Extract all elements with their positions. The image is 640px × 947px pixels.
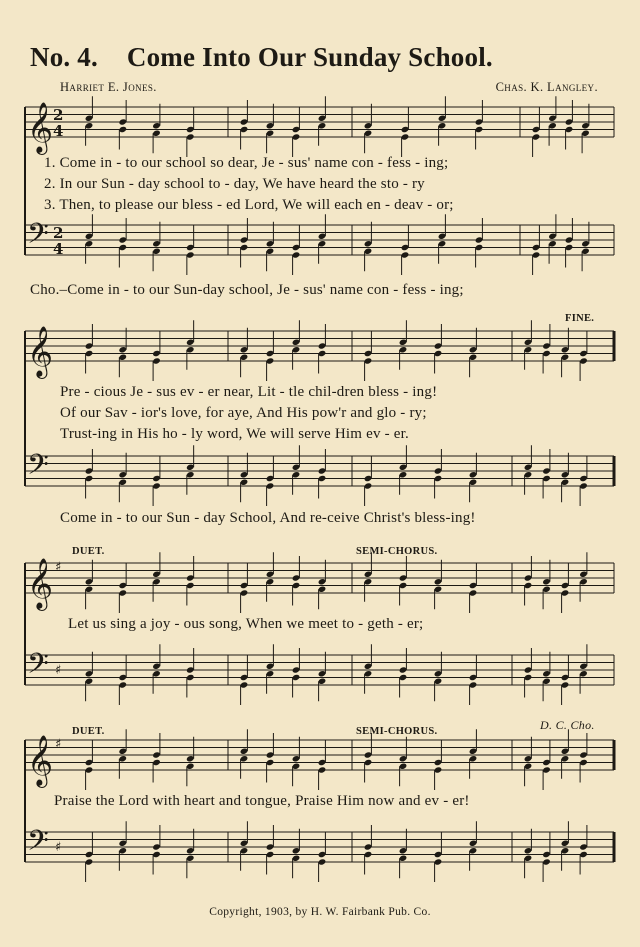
hymn-title-line bbox=[30, 42, 620, 73]
fine-marking: FINE. bbox=[565, 313, 595, 324]
verse-1-line-2: Pre - cious Je - sus ev - er near, Lit - tle chil-dren bless - ing! bbox=[60, 384, 438, 400]
sharp-sign: ♯ bbox=[55, 840, 62, 855]
copyright-notice: Copyright, 1903, by H. W. Fairbank Pub. Co. bbox=[209, 906, 431, 918]
duet-marking-2: DUET. bbox=[72, 726, 105, 737]
sharp-sign: ♯ bbox=[55, 663, 62, 678]
sharp-sign: ♯ bbox=[55, 737, 62, 752]
time-signature: 2 bbox=[53, 106, 64, 124]
treble-clef: 𝄞 bbox=[27, 326, 54, 377]
hymn-title: Come Into Our Sunday School. bbox=[126, 42, 493, 72]
verse-1-line: 1. Come in - to our school so dear, Je - sus' name con - fess - ing; bbox=[44, 155, 449, 171]
bass-clef: 𝄢 bbox=[27, 448, 49, 489]
bass-clef: 𝄢 bbox=[27, 824, 49, 865]
verse-2-line-2: Of our Sav - ior's love, for aye, And His pow'r and glo - ry; bbox=[60, 405, 427, 421]
semi-chorus-marking: SEMI-CHORUS. bbox=[356, 546, 438, 557]
bass-clef: 𝄢 bbox=[27, 647, 49, 688]
treble-clef: 𝄞 bbox=[27, 558, 54, 609]
verse-3-line-2: Trust-ing in His ho - ly word, We will serve Him ev - er. bbox=[60, 426, 409, 442]
duet-marking: DUET. bbox=[72, 546, 105, 557]
treble-clef: 𝄞 bbox=[27, 102, 54, 153]
time-signature: 4 bbox=[53, 240, 64, 258]
author-credit: Harriet E. Jones. bbox=[60, 80, 157, 94]
chorus-line-1: Cho.–Come in - to our Sun-day school, Je - sus' name con - fess - ing; bbox=[30, 282, 464, 298]
time-signature: 2 bbox=[53, 224, 64, 242]
duet-lyrics: Let us sing a joy - ous song, When we meet to - geth - er; bbox=[68, 616, 424, 632]
sharp-sign: ♯ bbox=[55, 560, 62, 575]
chorus-line-2: Come in - to our Sun - day School, And re-ceive Christ's bless-ing! bbox=[60, 510, 476, 526]
dc-marking: D. C. Cho. bbox=[540, 718, 595, 732]
praise-lyrics: Praise the Lord with heart and tongue, Praise Him now and ev - er! bbox=[54, 793, 470, 809]
bass-clef: 𝄢 bbox=[27, 217, 49, 258]
hymn-number: No. 4. bbox=[30, 42, 98, 72]
composer-credit: Chas. K. Langley. bbox=[495, 80, 598, 94]
verse-2-line: 2. In our Sun - day school to - day, We have heard the sto - ry bbox=[44, 176, 425, 192]
verse-3-line: 3. Then, to please our bless - ed Lord, We will each en - deav - or; bbox=[44, 197, 454, 213]
treble-clef: 𝄞 bbox=[27, 735, 54, 786]
time-signature: 4 bbox=[53, 122, 64, 140]
semi-chorus-marking-2: SEMI-CHORUS. bbox=[356, 726, 438, 737]
